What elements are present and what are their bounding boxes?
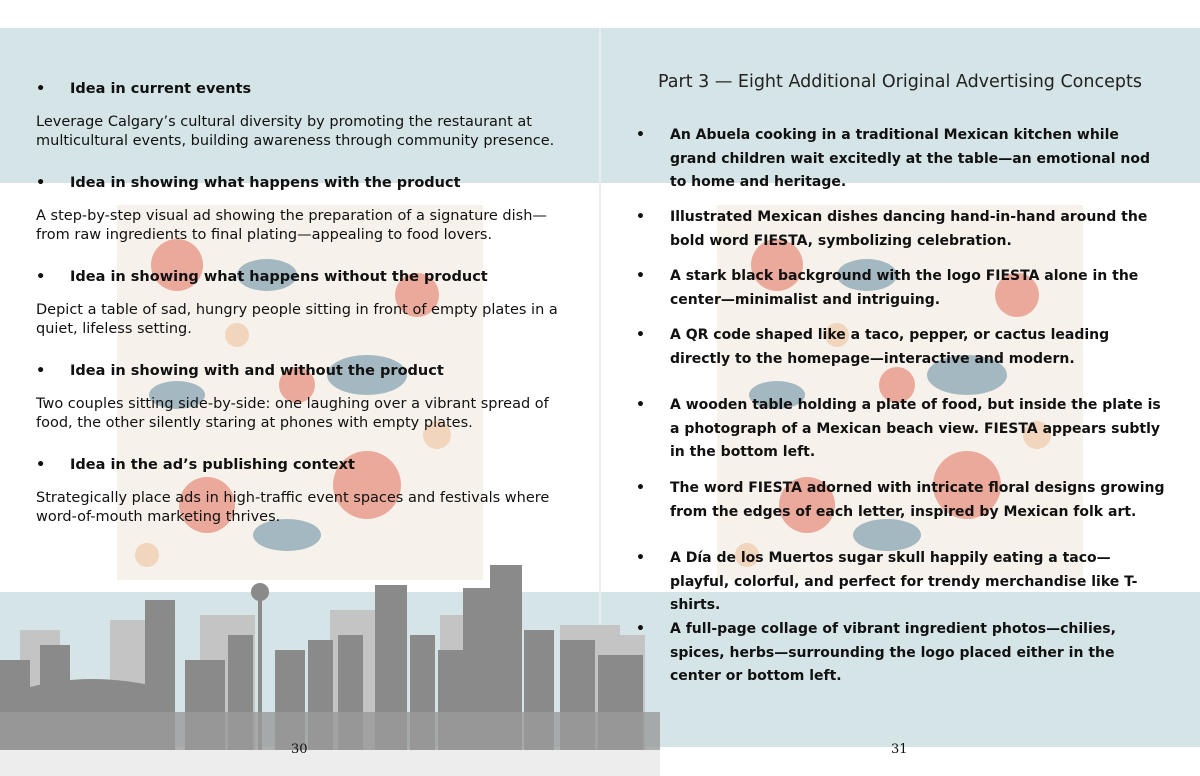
concept-text: A stark black background with the logo FIESTA alone in the center—minimalist and intriguing. <box>670 268 1139 308</box>
idea-title: Idea in showing what happens without the product <box>70 269 488 285</box>
concept-text: A wooden table holding a plate of food, but inside the plate is a photograph of a Mexican beach view. FIESTA appears subtly in the bottom left. <box>670 397 1161 460</box>
bullet: • <box>636 397 645 413</box>
bullet: • <box>36 363 46 379</box>
concept-text: A full-page collage of vibrant ingredient photos—chilies, spices, herbs—surrounding the logo placed either in the center or bottom left. <box>670 621 1116 684</box>
idea-title: Idea in current events <box>70 81 252 97</box>
concept-text: Illustrated Mexican dishes dancing hand-in-hand around the bold word FIESTA, symbolizing celebration. <box>670 209 1148 249</box>
bullet: • <box>636 550 645 566</box>
concept-text: A QR code shaped like a taco, pepper, or cactus leading directly to the homepage—interactive and modern. <box>670 327 1110 367</box>
bullet: • <box>636 327 645 343</box>
idea-title: Idea in showing what happens with the product <box>70 175 461 191</box>
idea-body: A step-by-step visual ad showing the preparation of a signature dish—from raw ingredients to final plating—appealing to food lovers. <box>36 208 547 243</box>
bullet: • <box>36 457 46 473</box>
city-skyline-illustration <box>0 540 660 776</box>
left-top-band <box>0 28 600 183</box>
concept-text: An Abuela cooking in a traditional Mexican kitchen while grand children wait excitedly at the table—an emotional nod to home and heritage. <box>670 127 1151 190</box>
concept-text: The word FIESTA adorned with intricate floral designs growing from the edges of each letter, inspired by Mexican folk art. <box>670 480 1165 520</box>
idea-body: Depict a table of sad, hungry people sitting in front of empty plates in a quiet, lifeless setting. <box>36 302 558 337</box>
concept-text: A Día de los Muertos sugar skull happily eating a taco—playful, colorful, and perfect for trendy merchandise like T-shirts. <box>670 550 1138 613</box>
page-number: 31 <box>891 742 908 757</box>
bullet: • <box>636 268 645 284</box>
bullet: • <box>36 81 46 97</box>
bullet: • <box>636 480 645 496</box>
page-title: Part 3 — Eight Additional Original Advertising Concepts <box>658 72 1142 92</box>
idea-body: Two couples sitting side-by-side: one laughing over a vibrant spread of food, the other silently staring at phones with empty plates. <box>36 396 549 431</box>
page-number: 30 <box>291 742 308 757</box>
bullet: • <box>36 175 46 191</box>
idea-body: Strategically place ads in high-traffic event spaces and festivals where word-of-mouth marketing thrives. <box>36 490 550 525</box>
idea-body: Leverage Calgary’s cultural diversity by promoting the restaurant at multicultural events, building awareness through community presence. <box>36 114 555 149</box>
bullet: • <box>36 269 46 285</box>
bullet: • <box>636 209 645 225</box>
idea-title: Idea in the ad’s publishing context <box>70 457 355 473</box>
bullet: • <box>636 621 645 637</box>
idea-title: Idea in showing with and without the product <box>70 363 444 379</box>
bullet: • <box>636 127 645 143</box>
